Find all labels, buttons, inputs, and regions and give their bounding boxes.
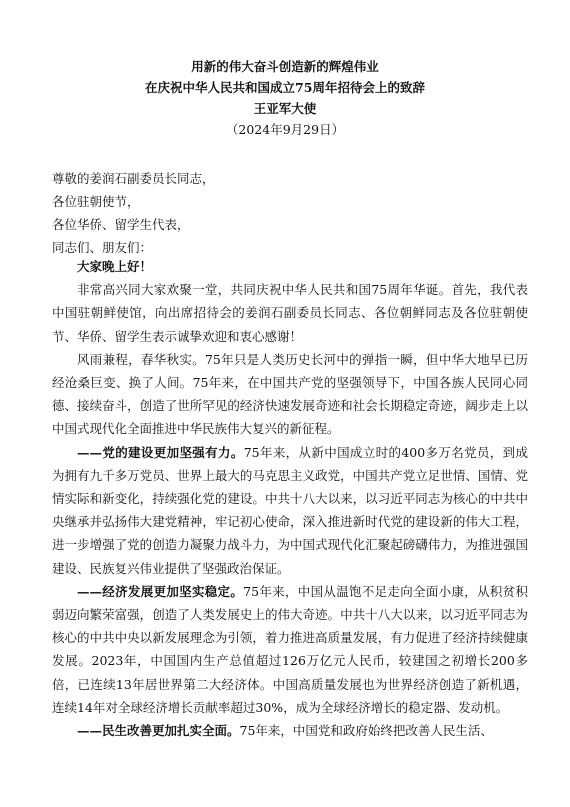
section-lead: ——党的建设更加坚强有力。 [77, 444, 244, 460]
document-date: （2024年9月29日） [225, 122, 345, 137]
paragraph: 风雨兼程，春华秋实。75年只是人类历史长河中的弹指一瞬，但中华大地早已历经沧桑巨变、换了人间。75年来，在中国共产党的坚强领导下，中国各族人民同心同德、接续奋斗，创造了世所罕见的经济快速发展奇迹和社会长期稳定奇迹，阔步走上以中国式现代化全面推进中华民族伟大复兴的新征程。 [52, 351, 528, 437]
section-text: 75年来，中国从温饱不足走向全面小康，从积贫积弱迈向繁荣富强，创造了人类发展史上的伟大奇迹。中共十八大以来，以习近平同志为核心的中共中央以新发展理念为引领，着力推进高质量发展，有力促进了经济持续健康发展。2023年，中国国内生产总值超过126万亿元人民币，较建国之初增长200多倍，已连续13年居世界第二大经济体。中国高质量发展也为世界经济创造了新机遇，连续14年对全球经济增长贡献率超过30%，成为全球经济增长的稳定器、发动机。 [52, 583, 528, 715]
speaker-name: 王亚军大使 [253, 101, 317, 116]
salutation-line: 各位驻朝使节， [52, 194, 140, 209]
paragraph: 非常高兴同大家欢聚一堂，共同庆祝中华人民共和国75周年华诞。首先，我代表中国驻朝鲜使馆，向出席招待会的姜润石副委员长同志、各位朝鲜同志及各位驻朝使节、华侨、留学生表示诚挚欢迎和衷心感谢！ [52, 282, 528, 344]
section-text: 75年来，中国党和政府始终把改善人民生活、 [239, 723, 493, 739]
paragraph [52, 441, 528, 580]
section-text: 75年来，从新中国成立时的400多万名党员，到成为拥有九千多万党员、世界上最大的马克思主义政党，中国共产党立足世情、国情、党情实际和新变化，持续强化党的建设。中共十八大以来，以习近平同志为核心的中共中央继承并弘扬伟大建党精神，牢记初心使命，深入推进新时代党的建设新的伟大工程，进一步增强了党的创造力凝聚力战斗力，为中国式现代化汇聚起磅礴伟力，为推进强国建设、民族复兴伟业提供了坚强政治保证。 [52, 444, 528, 576]
section-lead: ——民生改善更加扎实全面。 [77, 723, 240, 739]
document-header [0, 56, 570, 140]
document-title: 用新的伟大奋斗创造新的辉煌伟业 [191, 59, 379, 74]
greeting: 大家晚上好！ [77, 259, 153, 274]
paragraph [52, 580, 528, 719]
salutation-line: 同志们、朋友们： [52, 240, 153, 255]
salutation-line: 各位华侨、留学生代表， [52, 217, 190, 232]
salutation-line: 尊敬的姜润石副委员长同志， [52, 171, 215, 186]
paragraph [52, 719, 528, 742]
speech-body [52, 255, 528, 742]
section-lead: ——经济发展更加坚实稳定。 [77, 583, 244, 599]
document-subtitle: 在庆祝中华人民共和国成立75周年招待会上的致辞 [145, 80, 425, 95]
salutation-block [52, 167, 532, 259]
